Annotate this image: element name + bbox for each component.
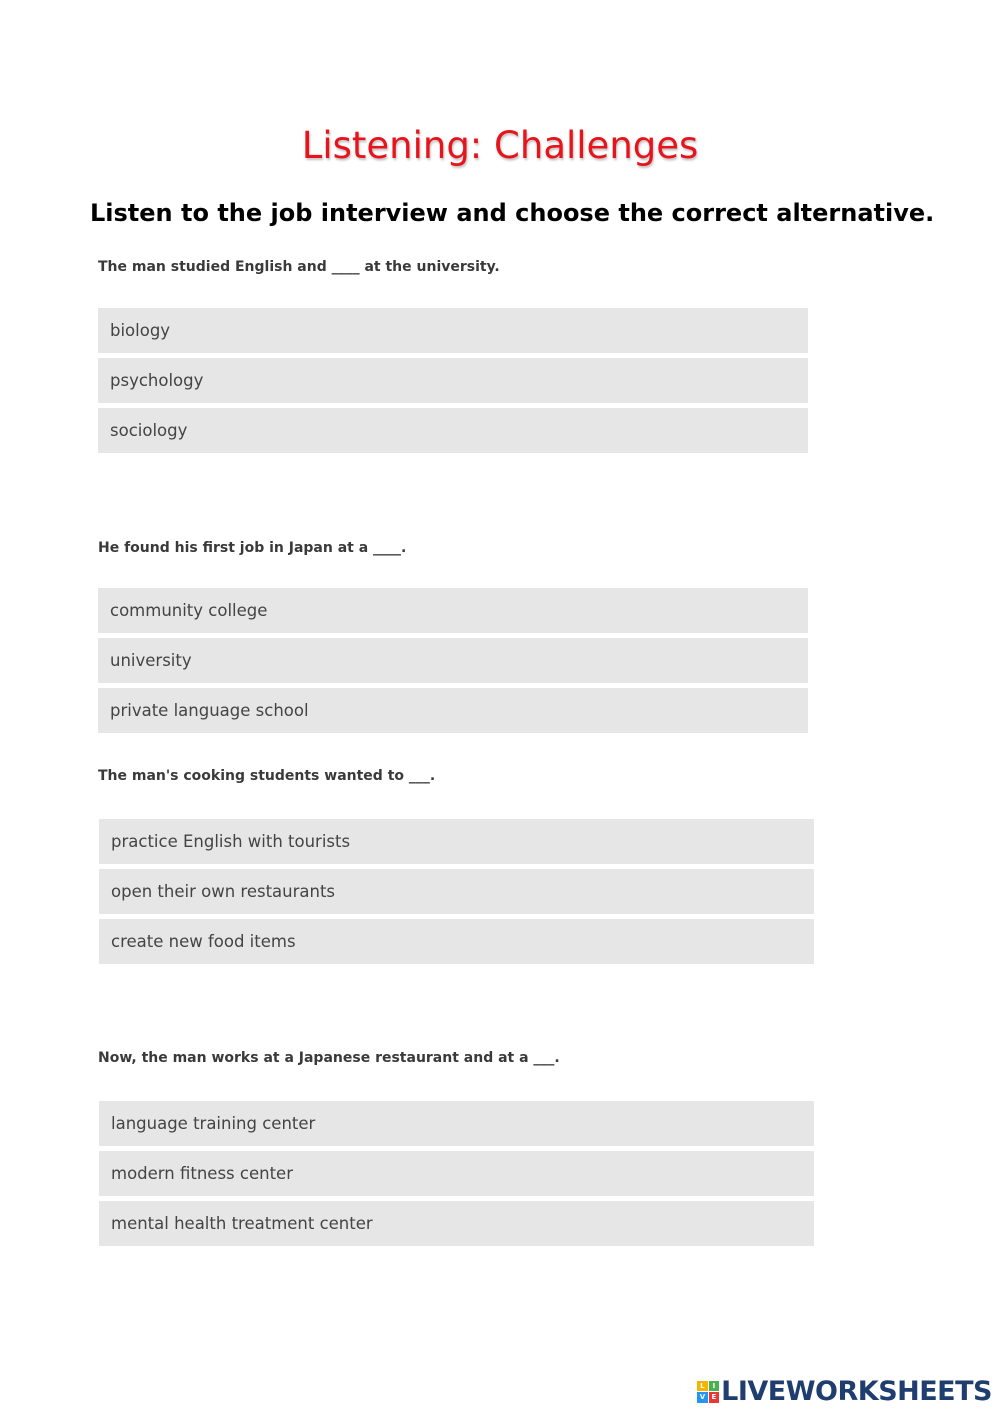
logo-icon [697, 1381, 719, 1403]
option-university[interactable]: university [98, 638, 808, 683]
option-language-training-center[interactable]: language training center [99, 1101, 814, 1146]
option-biology[interactable]: biology [98, 308, 808, 353]
question-4-text: Now, the man works at a Japanese restaurant and at a ___. [98, 1050, 560, 1066]
option-psychology[interactable]: psychology [98, 358, 808, 403]
option-open-restaurants[interactable]: open their own restaurants [99, 869, 814, 914]
question-3-options [99, 819, 814, 969]
question-4-options [99, 1101, 814, 1251]
question-2-text: He found his first job in Japan at a ____. [98, 540, 407, 556]
option-create-food-items[interactable]: create new food items [99, 919, 814, 964]
option-practice-english[interactable]: practice English with tourists [99, 819, 814, 864]
logo-icon-tile: V [697, 1392, 708, 1403]
logo-icon-tile: E [709, 1392, 720, 1403]
question-3-text: The man's cooking students wanted to ___. [98, 768, 436, 784]
option-modern-fitness-center[interactable]: modern fitness center [99, 1151, 814, 1196]
liveworksheets-logo [697, 1376, 992, 1407]
logo-icon-tile: I [709, 1381, 720, 1392]
question-1-options [98, 308, 808, 458]
option-sociology[interactable]: sociology [98, 408, 808, 453]
instruction-text: Listen to the job interview and choose the correct alternative. [90, 199, 935, 227]
question-1-text: The man studied English and ____ at the university. [98, 259, 500, 275]
logo-text: LIVEWORKSHEETS [721, 1376, 992, 1407]
page-title: Listening: Challenges [301, 124, 699, 167]
option-private-language-school[interactable]: private language school [98, 688, 808, 733]
question-2-options [98, 588, 808, 738]
option-community-college[interactable]: community college [98, 588, 808, 633]
option-mental-health-center[interactable]: mental health treatment center [99, 1201, 814, 1246]
logo-icon-tile: L [697, 1381, 708, 1392]
